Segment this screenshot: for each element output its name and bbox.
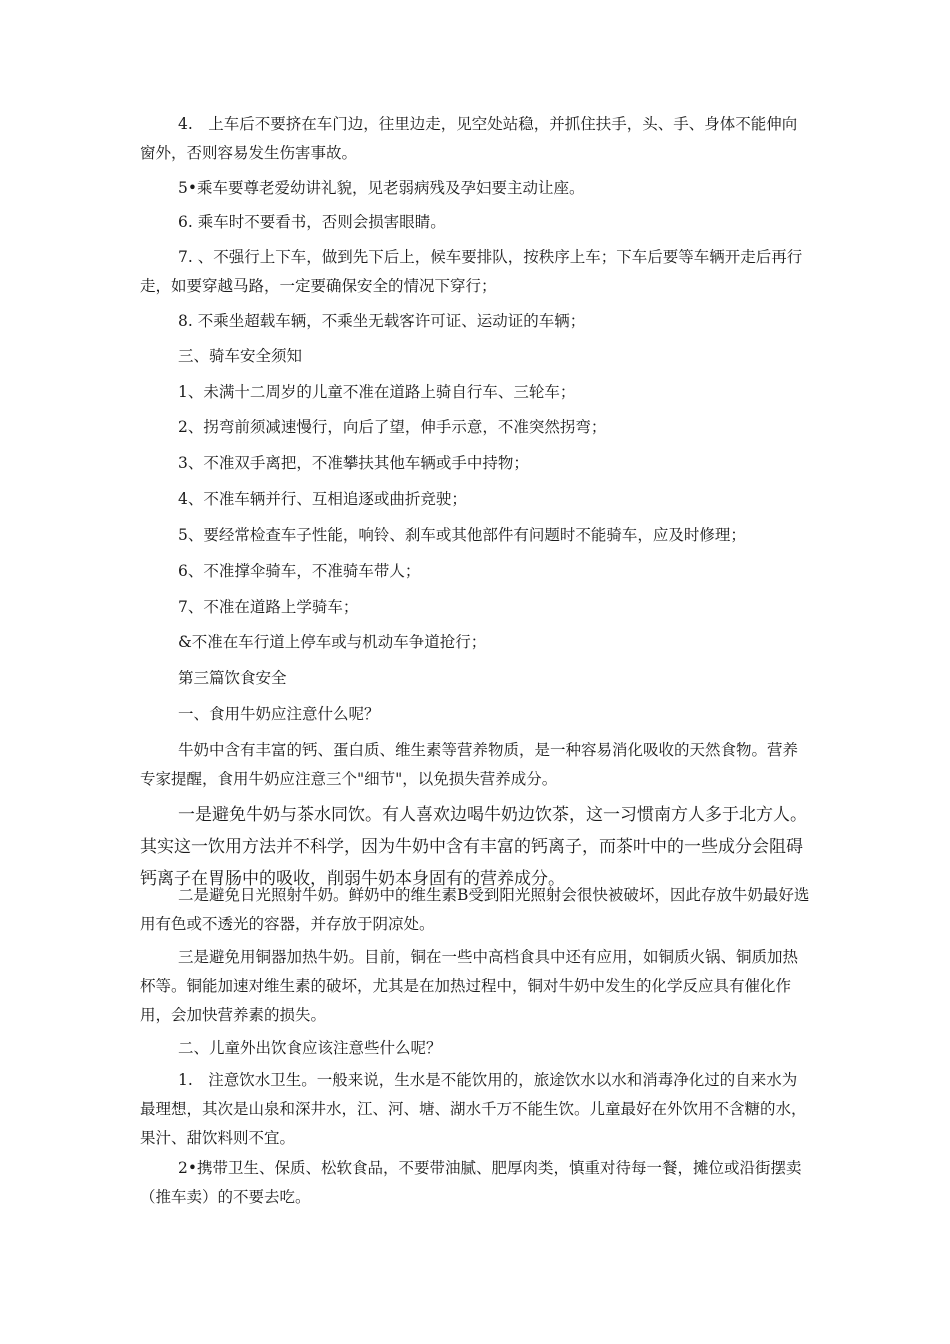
question-eating-out: 二、儿童外出饮食应该注意些什么呢？ [178,1039,442,1057]
paragraph-milk-intro: 牛奶中含有丰富的钙、蛋白质、维生素等营养物质，是一种容易消化吸收的天然食物。营养专家提醒，食用牛奶应注意三个"细节"，以免损失营养成分。 [140,741,799,788]
paragraph-transport-7: 7. 、不强行上下车，做到先下后上，候车要排队，按秩序上车；下车后要等车辆开走后再行走，如要穿越马路，一定要确保安全的情况下穿行； [140,248,803,295]
question-milk: 一、食用牛奶应注意什么呢？ [178,705,380,723]
cycling-rule-8: &不准在车行道上停车或与机动车争道抢行； [178,633,487,651]
paragraph-transport-5: 5•乘车要尊老爱幼讲礼貌，见老弱病残及孕妇要主动让座。 [178,179,585,197]
cycling-rule-7: 7、不准在道路上学骑车； [178,598,359,616]
paragraph-eating-out-1: 1. 注意饮水卫生。一般来说，生水是不能饮用的，旅途饮水以水和消毒净化过的自来水为最理想，其次是山泉和深井水，江、河、塘、湖水千万不能生饮。儿童最好在外饮用不含糖的水，果汁、甜饮料则不宜。 [140,1071,807,1147]
paragraph-transport-8: 8. 不乘坐超载车辆，不乘坐无载客许可证、运动证的车辆； [178,312,586,330]
section-heading-cycling: 三、骑车安全须知 [178,347,303,365]
paragraph-milk-tip-2: 二是避免日光照射牛奶。鲜奶中的维生素B受到阳光照射会很快被破坏，因此存放牛奶最好选用有色或不透光的容器，并存放于阴凉处。 [140,886,810,933]
paragraph-transport-4: 4. 上车后不要挤在车门边，往里边走，见空处站稳，并抓住扶手，头、手、身体不能伸向窗外，否则容易发生伤害事故。 [140,115,798,162]
cycling-rule-2: 2、拐弯前须减速慢行，向后了望，伸手示意，不准突然拐弯； [178,418,607,436]
cycling-rule-3: 3、不准双手离把，不准攀扶其他车辆或手中持物； [178,454,529,472]
paragraph-eating-out-2: 2•携带卫生、保质、松软食品，不要带油腻、肥厚肉类，慎重对待每一餐，摊位或沿街摆卖（推车卖）的不要去吃。 [140,1159,802,1206]
part-title-food-safety: 第三篇饮食安全 [178,669,287,687]
cycling-rule-4: 4、不准车辆并行、互相追逐或曲折竞驶； [178,490,467,508]
paragraph-milk-tip-3: 三是避免用铜器加热牛奶。目前，铜在一些中高档食具中还有应用，如铜质火锅、铜质加热杯等。铜能加速对维生素的破坏，尤其是在加热过程中，铜对牛奶中发生的化学反应具有催化作用，会加快营养素的损失。 [140,948,799,1024]
paragraph-milk-tip-1: 一是避免牛奶与茶水同饮。有人喜欢边喝牛奶边饮茶，这一习惯南方人多于北方人。其实这一饮用方法并不科学，因为牛奶中含有丰富的钙离子，而茶叶中的一些成分会阻碍钙离子在胃肠中的吸收，削弱牛奶本身固有的营养成分。 [140,805,807,889]
cycling-rule-5: 5、要经常检查车子性能，响铃、刹车或其他部件有问题时不能骑车，应及时修理； [178,526,746,544]
cycling-rule-6: 6、不准撑伞骑车，不准骑车带人； [178,562,421,580]
cycling-rule-1: 1、未满十二周岁的儿童不准在道路上骑自行车、三轮车； [178,383,576,401]
paragraph-transport-6: 6. 乘车时不要看书，否则会损害眼睛。 [178,213,446,231]
